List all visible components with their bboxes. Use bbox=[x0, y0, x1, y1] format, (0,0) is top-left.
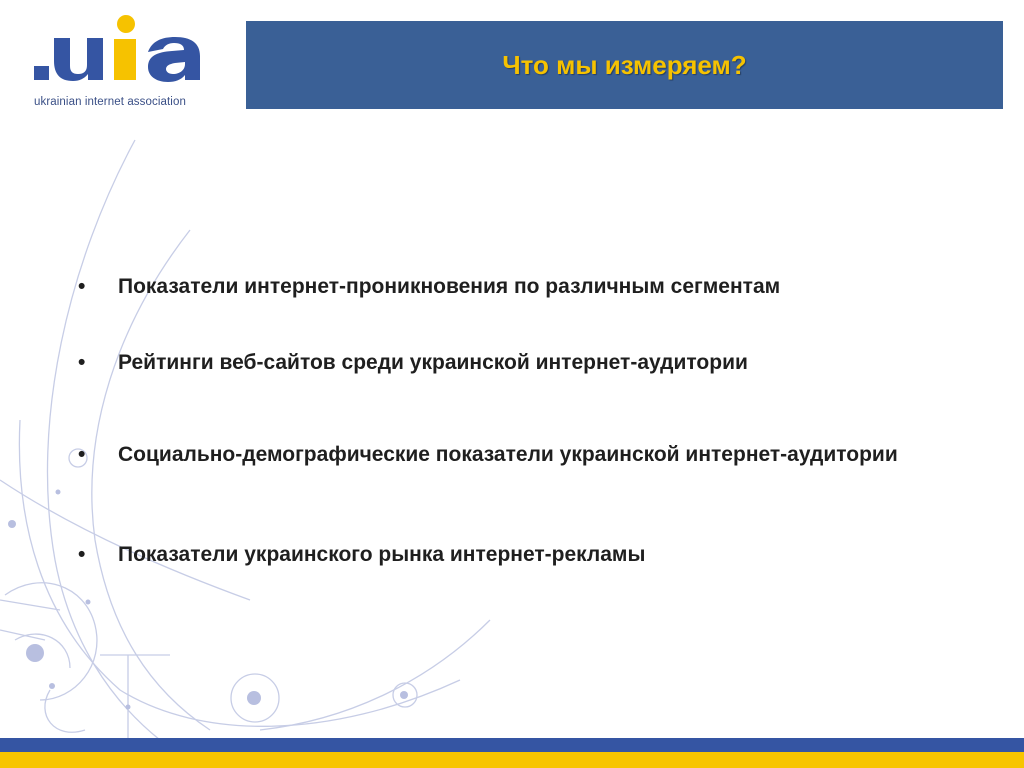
footer-band-blue bbox=[0, 738, 1024, 752]
bullet-marker: • bbox=[78, 351, 86, 374]
uia-logo-mark bbox=[28, 10, 233, 90]
bullet-text: Показатели украинского рынка интернет-рекламы bbox=[118, 543, 646, 566]
bullet-text: Социально-демографические показатели украинской интернет-аудитории bbox=[118, 443, 898, 466]
uia-logo bbox=[28, 10, 233, 108]
bullet-marker: • bbox=[78, 275, 86, 298]
bullet-text: Рейтинги веб-сайтов среди украинской интернет-аудитории bbox=[118, 351, 748, 374]
logo-caption: ukrainian internet association bbox=[34, 96, 186, 108]
bullet-marker: • bbox=[78, 543, 86, 566]
page-title: Что мы измеряем? bbox=[502, 49, 747, 80]
title-bar bbox=[246, 21, 1003, 109]
footer-band-yellow bbox=[0, 752, 1024, 768]
bullet-text: Показатели интернет-проникновения по различным сегментам bbox=[118, 275, 781, 298]
bullet-marker: • bbox=[78, 443, 86, 466]
